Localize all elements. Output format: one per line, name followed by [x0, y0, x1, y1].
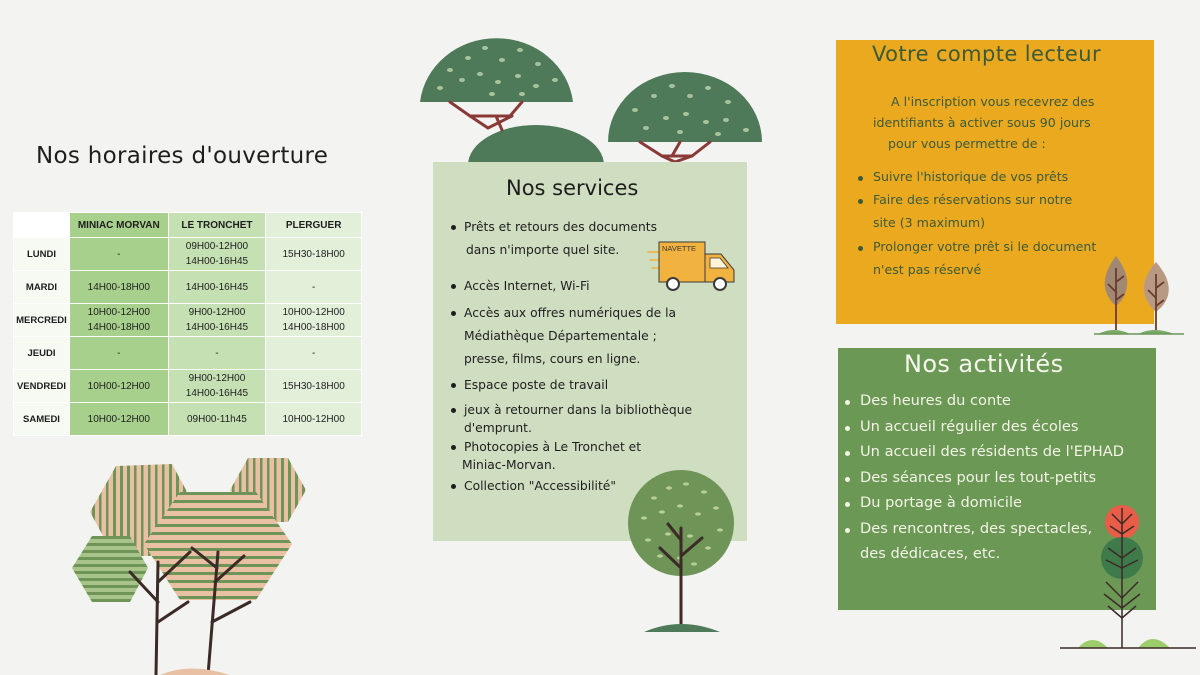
opening-hours-text: 10H00-12H00	[87, 413, 150, 425]
tree-illustration-hours	[60, 452, 320, 675]
account-intro-text: pour vous permettre de :	[888, 136, 1046, 151]
table-cell	[168, 238, 266, 271]
table-cell	[168, 304, 266, 337]
service-item-text: Collection "Accessibilité"	[464, 479, 616, 493]
hours-title: Nos horaires d'ouverture	[36, 143, 329, 169]
opening-hours-text: -	[311, 347, 316, 359]
table-header-row	[14, 213, 362, 238]
activity-item-text: des dédicaces, etc.	[860, 545, 1001, 562]
opening-hours-text: 10H00-12H00	[282, 413, 345, 425]
bullet-dot-icon	[451, 383, 456, 388]
service-item-text: Espace poste de travail	[464, 378, 609, 392]
table-cell	[168, 337, 266, 370]
account-title: Votre compte lecteur	[872, 42, 1101, 66]
bullet-dot-icon	[845, 400, 850, 405]
hours-table	[13, 212, 362, 436]
activity-item-text: Un accueil des résidents de l'EPHAD	[860, 443, 1124, 460]
table-row	[14, 403, 362, 436]
table-row	[14, 337, 362, 370]
opening-hours-text: 14H00-18H00	[87, 281, 150, 293]
opening-hours-text: 9H00-12H00	[188, 307, 246, 318]
table-cell	[266, 271, 362, 304]
table-row	[14, 304, 362, 337]
service-item-text: dans n'importe quel site.	[466, 243, 620, 257]
activities-title: Nos activités	[904, 350, 1064, 378]
table-cell	[69, 403, 168, 436]
account-item-text: n'est pas réservé	[873, 262, 982, 277]
service-item-text: Miniac-Morvan.	[462, 458, 556, 472]
day-label: JEUDI	[14, 337, 70, 370]
day-label: MERCREDI	[14, 304, 70, 337]
table-cell	[69, 337, 168, 370]
account-intro-text: identifiants à activer sous 90 jours	[873, 115, 1091, 130]
column-header: MINIAC MORVAN	[69, 213, 168, 238]
opening-hours-text: 14H00-18H00	[282, 322, 345, 333]
tree-illustration-account	[1094, 252, 1184, 338]
bullet-dot-icon	[451, 311, 456, 316]
service-item-text: Accès Internet, Wi-Fi	[464, 279, 590, 293]
opening-hours-text: 10H00-12H00	[87, 307, 150, 318]
bullet-dot-icon	[858, 176, 863, 181]
bullet-dot-icon	[451, 484, 456, 489]
account-item-text: Suivre l'historique de vos prêts	[873, 169, 1069, 184]
service-item-text: Prêts et retours des documents	[464, 220, 657, 234]
bullet-dot-icon	[451, 284, 456, 289]
table-cell	[266, 337, 362, 370]
column-header: LE TRONCHET	[168, 213, 266, 238]
table-cell	[168, 403, 266, 436]
activity-item-text: Des séances pour les tout-petits	[860, 469, 1097, 486]
service-item-text: Médiathèque Départementale ;	[464, 329, 657, 343]
activity-item-text: Un accueil régulier des écoles	[860, 418, 1079, 435]
opening-hours-text: 14H00-18H00	[87, 322, 150, 333]
opening-hours-text: -	[117, 347, 121, 359]
bullet-dot-icon	[858, 246, 863, 251]
service-item-text: d'emprunt.	[464, 421, 532, 435]
bullet-dot-icon	[845, 426, 850, 431]
service-item-text: presse, films, cours en ligne.	[464, 352, 641, 366]
table-cell	[69, 271, 168, 304]
table-cell	[266, 304, 362, 337]
services-title: Nos services	[506, 176, 639, 200]
opening-hours-text: 09H00-11h45	[186, 413, 247, 425]
account-item-text: site (3 maximum)	[873, 215, 986, 230]
delivery-truck-icon	[648, 240, 738, 296]
opening-hours-text: 14H00-16H45	[185, 256, 249, 267]
table-row	[14, 271, 362, 304]
truck-badge-label: NAVETTE	[662, 244, 697, 253]
bullet-dot-icon	[845, 477, 850, 482]
bullet-dot-icon	[845, 502, 850, 507]
tree-illustration-top	[410, 30, 770, 165]
tree-illustration-activities	[1058, 502, 1198, 654]
day-label: VENDREDI	[14, 370, 70, 403]
table-cell	[69, 238, 168, 271]
opening-hours-text: 09H00-12H00	[185, 241, 249, 252]
service-item-text: jeux à retourner dans la bibliothèque	[464, 403, 693, 417]
opening-hours-text: -	[311, 281, 316, 293]
bullet-dot-icon	[451, 445, 456, 450]
opening-hours-text: -	[215, 347, 219, 359]
table-row	[14, 238, 362, 271]
tree-illustration-services	[624, 468, 742, 638]
bullet-dot-icon	[451, 408, 456, 413]
opening-hours-text: 9H00-12H00	[188, 373, 246, 384]
activity-item-text: Des heures du conte	[860, 392, 1011, 409]
opening-hours-text: -	[117, 248, 121, 260]
table-cell	[69, 304, 168, 337]
activity-item-text: Des rencontres, des spectacles,	[860, 520, 1093, 537]
table-cell	[266, 370, 362, 403]
table-corner-cell	[14, 213, 70, 238]
account-intro-text: A l'inscription vous recevrez des	[891, 94, 1095, 109]
day-label: MARDI	[14, 271, 70, 304]
table-cell	[266, 238, 362, 271]
service-item-text: Accès aux offres numériques de la	[464, 306, 677, 320]
day-label: LUNDI	[14, 238, 70, 271]
opening-hours-text: 15H30-18H00	[282, 380, 345, 392]
column-header: PLERGUER	[266, 213, 362, 238]
opening-hours-text: 10H00-12H00	[282, 307, 345, 318]
day-label: SAMEDI	[14, 403, 70, 436]
table-cell	[266, 403, 362, 436]
table-row	[14, 370, 362, 403]
bullet-dot-icon	[451, 225, 456, 230]
opening-hours-text: 14H00-16H45	[185, 281, 249, 293]
bullet-dot-icon	[845, 451, 850, 456]
account-item-text: Prolonger votre prêt si le document	[873, 239, 1097, 254]
bullet-dot-icon	[858, 199, 863, 204]
opening-hours-text: 15H30-18H00	[282, 248, 345, 260]
account-item-text: Faire des réservations sur notre	[873, 192, 1073, 207]
opening-hours-text: 14H00-16H45	[185, 322, 249, 333]
table-cell	[168, 370, 266, 403]
activity-item-text: Du portage à domicile	[860, 494, 1023, 511]
table-cell	[69, 370, 168, 403]
service-item-text: Photocopies à Le Tronchet et	[464, 440, 642, 454]
opening-hours-text: 14H00-16H45	[185, 388, 249, 399]
opening-hours-text: 10H00-12H00	[87, 380, 150, 392]
bullet-dot-icon	[845, 528, 850, 533]
table-cell	[168, 271, 266, 304]
